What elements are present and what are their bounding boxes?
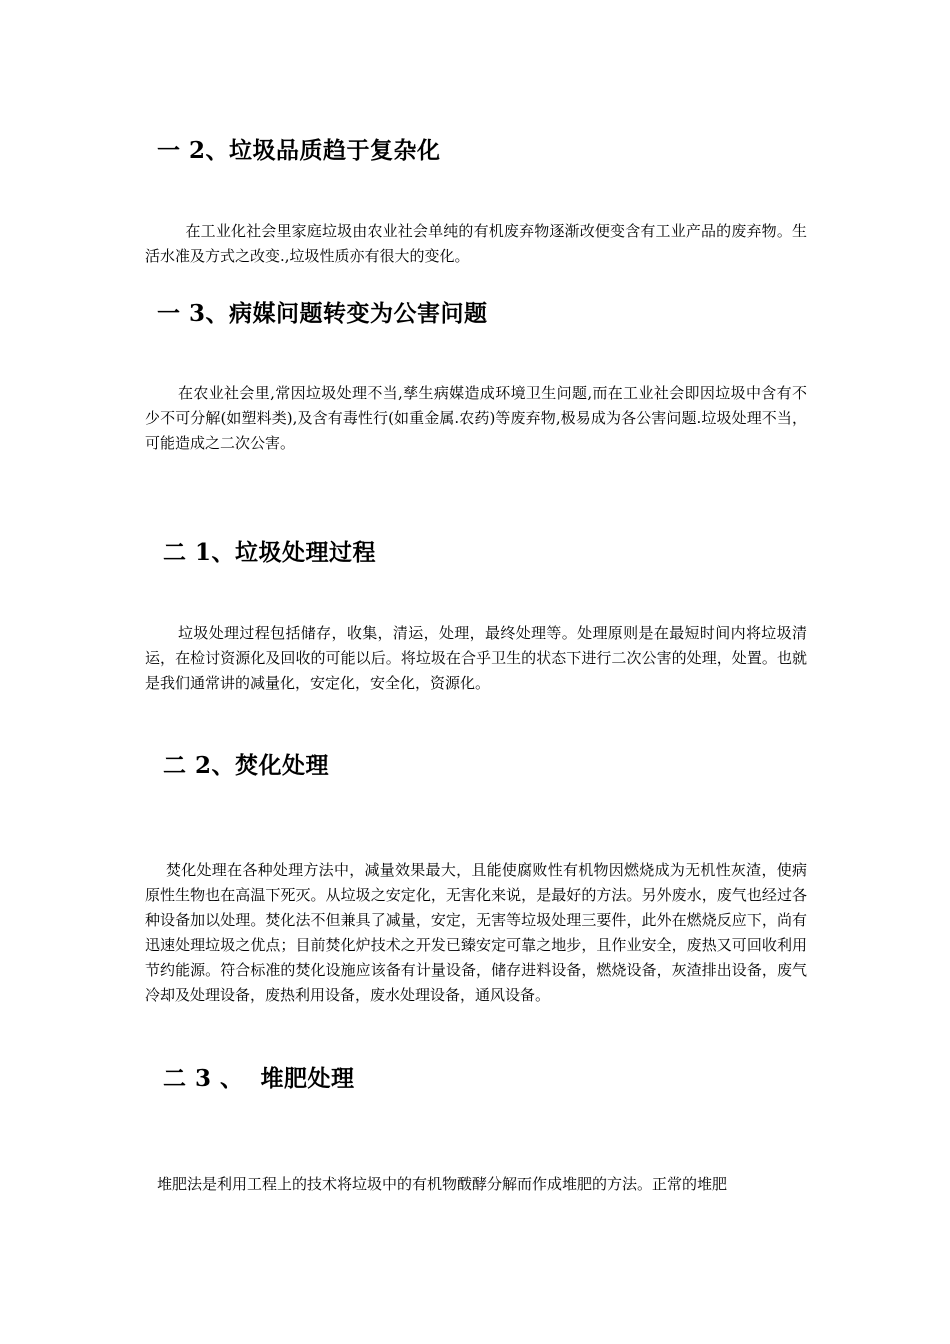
section-paragraph-5: 堆肥法是利用工程上的技术将垃圾中的有机物酦酵分解而作成堆肥的方法。正常的堆肥 xyxy=(157,1175,728,1193)
section-heading-2: 一 3、病媒问题转变为公害问题 xyxy=(157,300,488,327)
section-paragraph-4: 焚化处理在各种处理方法中，减量效果最大，且能使腐败性有机物因燃烧成为无机性灰渣，使病原性生物也在高温下死灭。从垃圾之安定化，无害化来说，是最好的方法。另外废水，废气也经过各种设备加以处理。焚化法不但兼具了减量，安定，无害等垃圾处理三要件，此外在燃烧反应下，尚有迅速处理垃圾之优点；目前焚化炉技术之开发已臻安定可靠之地步，且作业安全，废热又可回收利用节约能源。符合标准的焚化设施应该备有计量设备，储存进料设备，燃烧设备，灰渣排出设备，废气冷却及处理设备，废热利用设备，废水处理设备，通风设备。 xyxy=(145,861,807,1004)
section-heading-5: 二 3 、 堆肥处理 xyxy=(163,1065,355,1092)
section-heading-3: 二 1、垃圾处理过程 xyxy=(163,539,377,566)
section-heading-1: 一 2、垃圾品质趋于复杂化 xyxy=(157,137,441,164)
section-paragraph-1: 在工业化社会里家庭垃圾由农业社会单纯的有机废弃物逐渐改便变含有工业产品的废弃物。生活水准及方式之改变.,垃圾性质亦有很大的变化。 xyxy=(145,222,807,265)
section-heading-4: 二 2、焚化处理 xyxy=(163,752,330,779)
section-paragraph-3: 垃圾处理过程包括储存，收集，清运，处理，最终处理等。处理原则是在最短时间内将垃圾清运，在检讨资源化及回收的可能以后。将垃圾在合乎卫生的状态下进行二次公害的处理，处置。也就是我们通常讲的减量化，安定化，安全化，资源化。 xyxy=(145,624,807,692)
section-paragraph-2: 在农业社会里,常因垃圾处理不当,孳生病媒造成环境卫生问题,而在工业社会即因垃圾中含有不少不可分解(如塑料类),及含有毒性行(如重金属.农药)等废弃物,极易成为各公害问题.垃圾处理不当，可能造成之二次公害。 xyxy=(145,384,807,452)
